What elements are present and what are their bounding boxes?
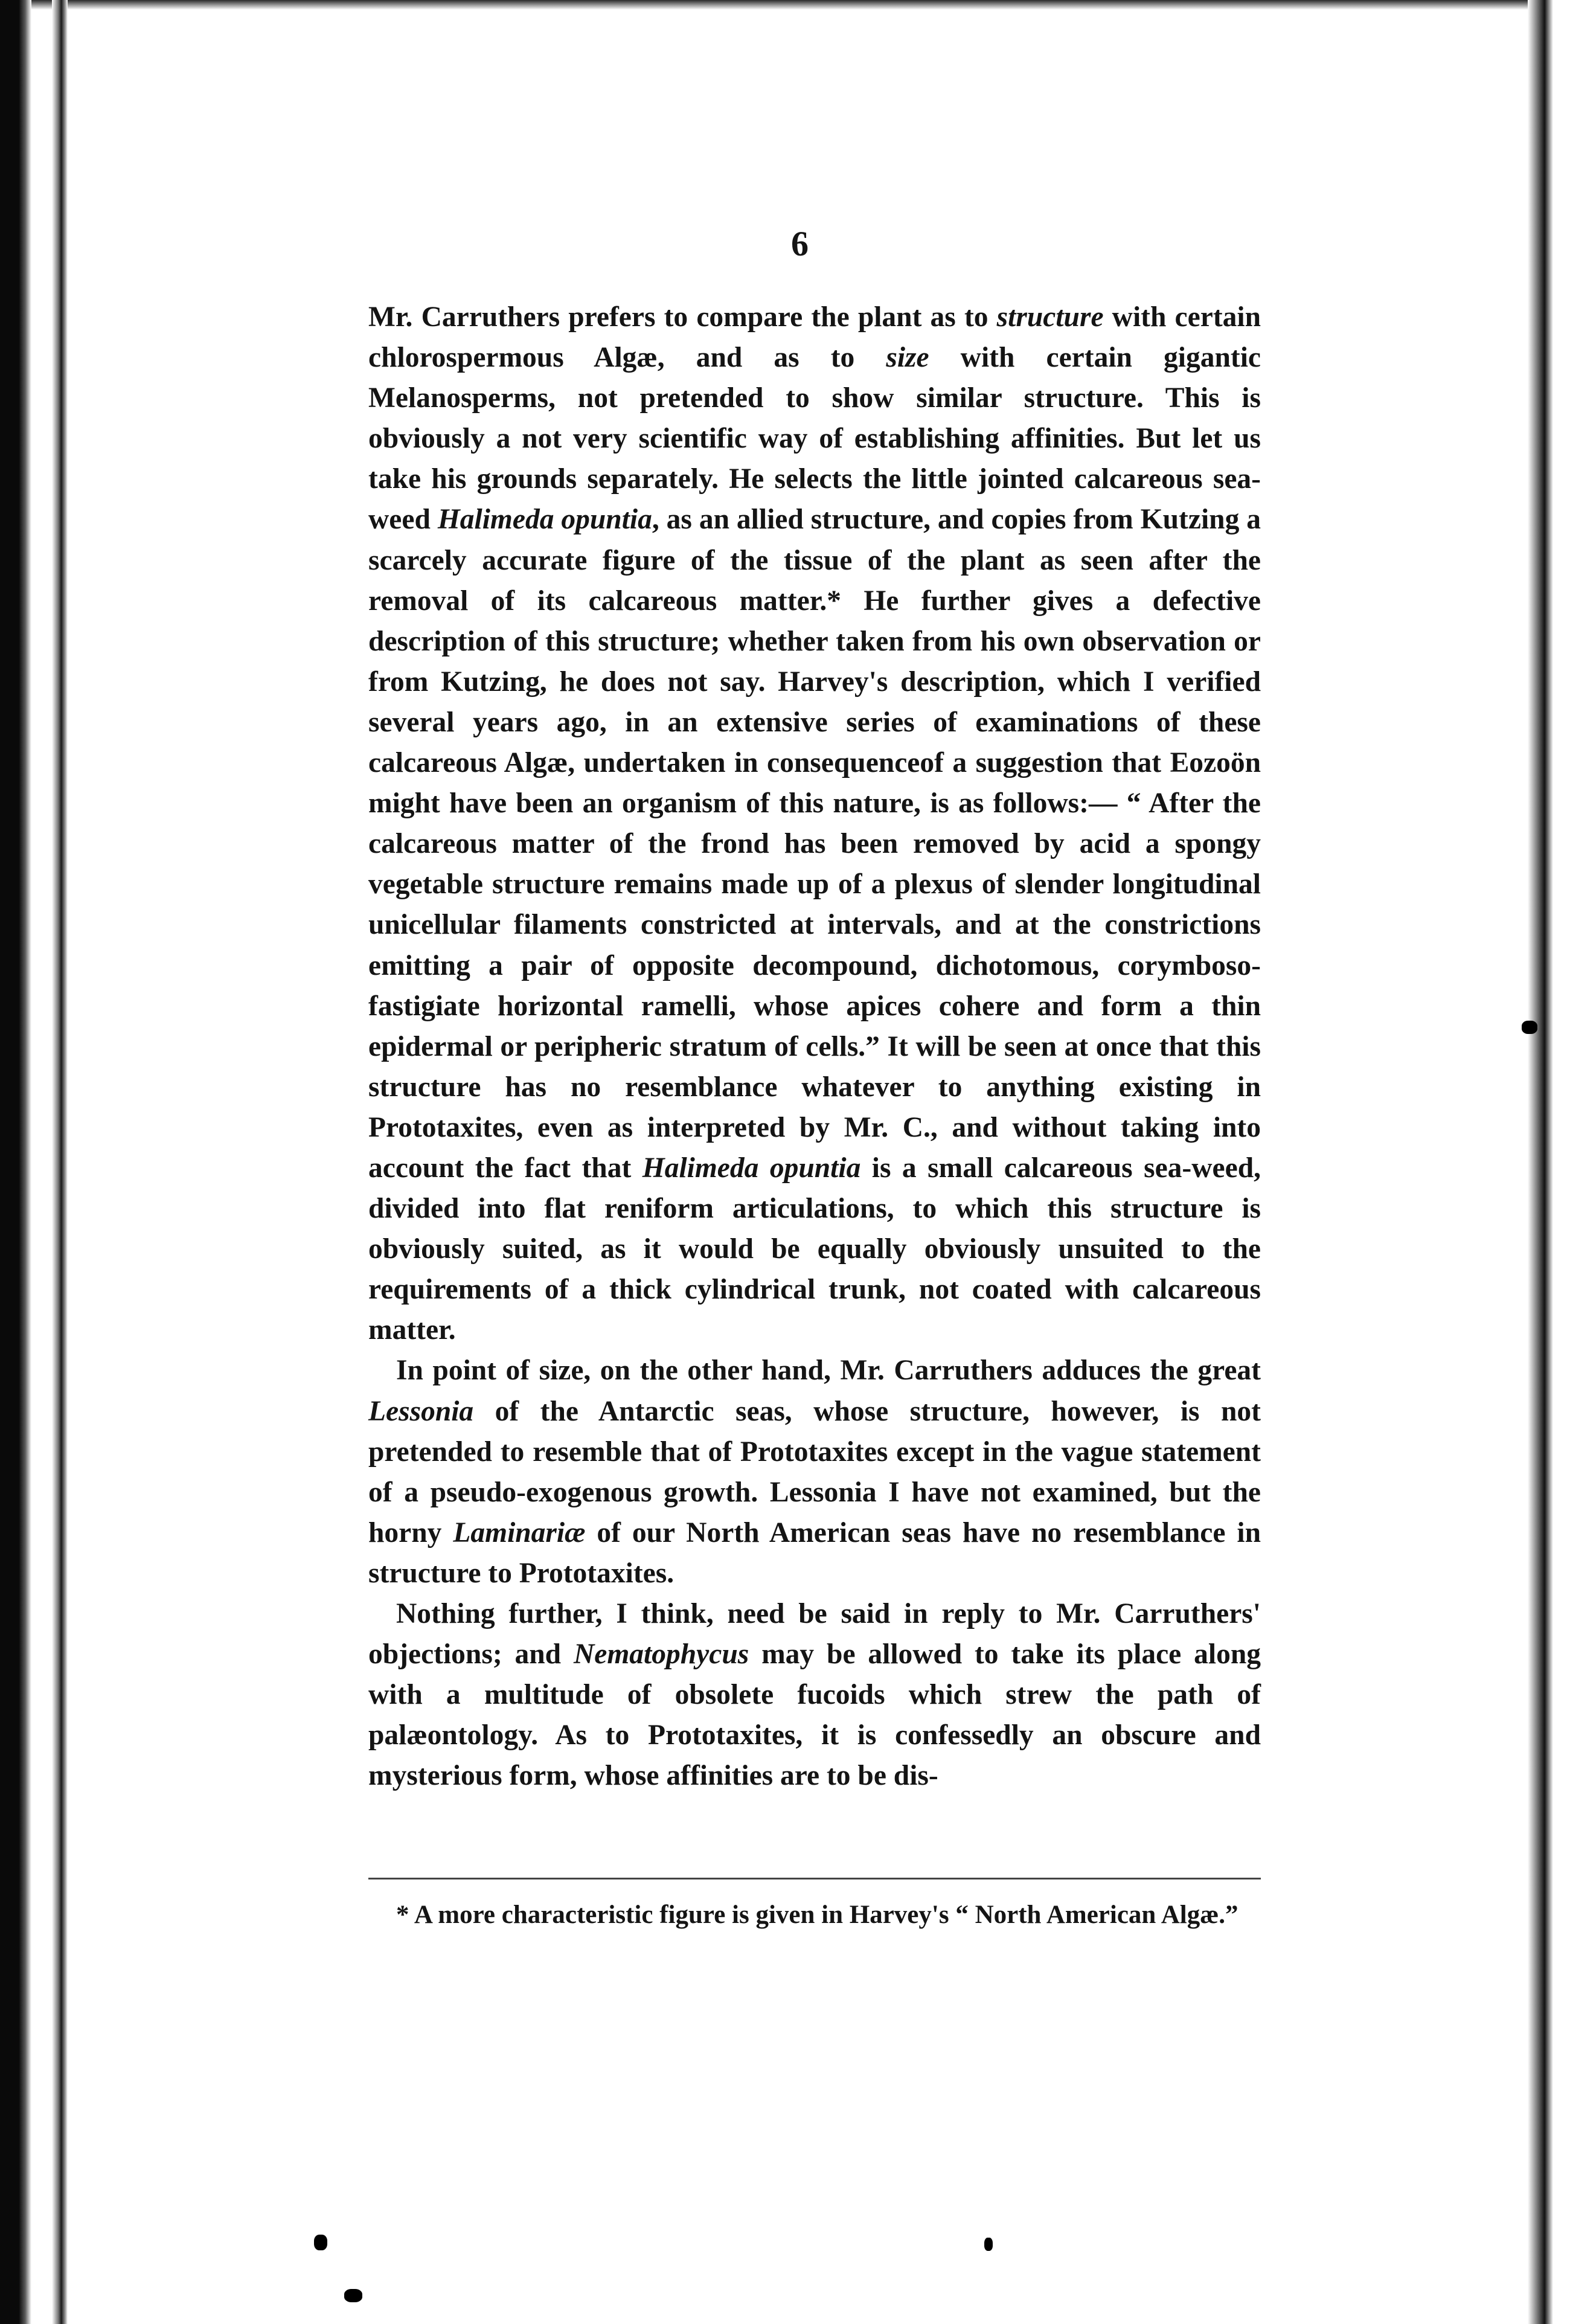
italic-term: Lessonia: [368, 1395, 474, 1427]
text-run: Nothing further, I think, need be said in reply to Mr. Carruthers' objections; and: [368, 1598, 1261, 1671]
text-run: a: [416, 828, 431, 860]
text-run: t: [1213, 301, 1223, 333]
text-run: ain chlorospermous Algæ, and as to: [368, 301, 1261, 374]
scan-right-border: [1528, 0, 1570, 2324]
text-run: of the Antarctic seas, whose structure, however, is not pretended to resemble that of Prototaxites except in the vague statement of a pseudo-exogenous growth. Lessonia I have not examined, but the horny: [368, 1395, 1261, 1549]
italic-term: Halimeda opuntia: [437, 504, 652, 536]
italic-term: structure: [996, 301, 1104, 333]
paragraph: [368, 1594, 1261, 1796]
paragraph: [368, 1350, 1261, 1594]
scan-left-border: [0, 0, 31, 2324]
text-run: may be allowed to take its place along with a multitude of obsolete fucoids which strew the path of palæontology. As to Prototaxites, it is confessedly an obscure and mysterious form, whose affinities are to be dis-: [368, 1639, 1261, 1792]
scan-speck: [344, 2289, 362, 2302]
paragraph: [368, 297, 1261, 1350]
page-number: 6: [791, 224, 809, 263]
text-run: Mr. Ca: [368, 301, 457, 333]
body-text: [368, 297, 1261, 1796]
scan-speck: [314, 2235, 327, 2250]
italic-term: Laminariæ: [453, 1517, 586, 1549]
scan-speck: [1522, 1021, 1537, 1034]
text-run: of our North American seas have no resemblance in structure to Prototaxites.: [368, 1517, 1261, 1589]
scan-speck: [984, 2238, 993, 2251]
text-run: In point of size, on the other hand, Mr. Carruthers adduces the great: [396, 1355, 1261, 1387]
text-run: a: [381, 828, 396, 860]
text-run: , as an allied structure, and copies from Kutzing a scarcely accurate figure of the tissue of the plant as seen after the removal of its calcareous matter.* He further gives a defective description of this structure; whether taken from his own observation or from Kutzing, he does not say. Harvey's description, which I verified several years ago, in an extensive series of examinations of these calcareous Algæ, undertaken in consequenceof a suggestion that Eozoön might have been an organism of this nature, is as follows:— “ After the c: [368, 504, 1261, 860]
italic-term: size: [886, 342, 929, 374]
text-run: r: [456, 301, 469, 333]
scan-top-border: [0, 0, 1570, 10]
text-run: is a small calcareous sea-weed, divided into flat reniform articulations, to which this structure is obviously suited, as it would be equally obviously unsuited to the requirements of a thick cylindrical trunk, not coated with calcareous matter.: [368, 1152, 1261, 1346]
text-run: ruthers prefers to compare the plant as to: [469, 301, 997, 333]
text-run: lc: [395, 828, 417, 860]
scan-binding-edge: [52, 0, 68, 2324]
italic-term: Halimeda opuntia: [642, 1152, 861, 1184]
footnote: * A more characteristic figure is given in Harvey's “ North American Algæ.”: [396, 1901, 1238, 1929]
italic-term: Nematophycus: [573, 1639, 749, 1671]
text-run: with certain gigantic Melanosperms, not pretended to show similar structure. This is obviously a not very scientific way of establishing affinities. But let us take his grounds separately. He selects the little jointed calcareous sea-weed: [368, 342, 1261, 536]
footnote-rule: [368, 1878, 1261, 1879]
text-run: with cer: [1103, 301, 1213, 333]
text-run: reous matter of the frond has been removed by acid a spongy vegetable structure remains made up of a plexus of slender longitudinal unicellular filaments constricted at intervals, and at the constrictions emitting a pair of opposite decompound, dichotomous, corymboso-fastigiate horizontal ramelli, whose apices cohere and form a thin epidermal or peripheric stratum of cells.” It will be seen at once that this structure has no resemblance whatever to anything existing in Prototaxites, even as interpreted by Mr. C., and without taking into account the fact that: [368, 828, 1261, 1184]
